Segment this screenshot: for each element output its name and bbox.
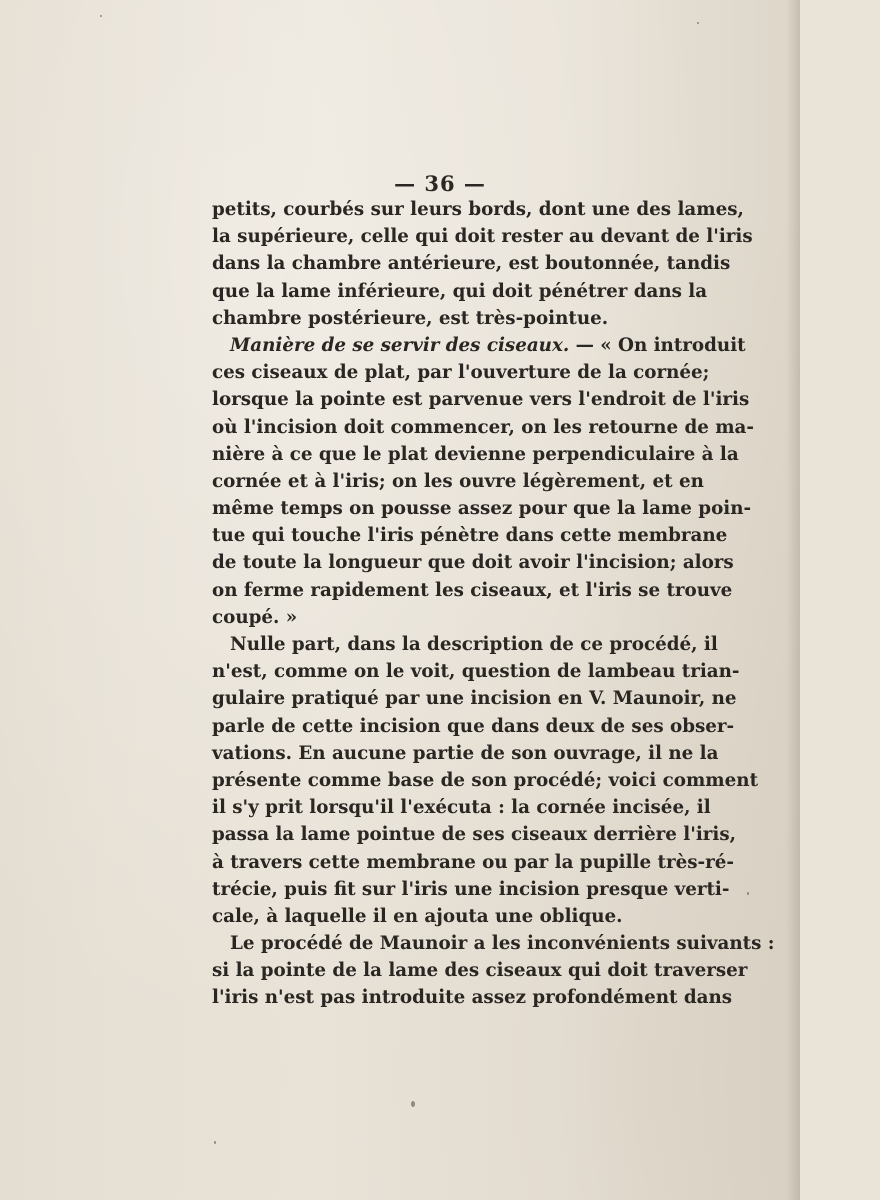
text-line [212,332,746,359]
line-text: n'est, comme on le voit, question de lambeau trian- [212,661,740,683]
text-line [212,414,754,441]
text-line [212,794,711,821]
line-text: la supérieure, celle qui doit rester au devant de l'iris [212,226,753,248]
text-line [212,386,750,413]
line-text: où l'incision doit commencer, on les retourne de ma- [212,416,754,438]
text-line [212,903,671,930]
line-text: de toute la longueur que doit avoir l'incision; alors [212,552,734,574]
line-text: dans la chambre antérieure, est boutonnée, tandis [212,253,731,275]
line-text: même temps on pousse assez pour que la lame poin- [212,498,752,520]
paper-speck [100,15,102,17]
line-text: à travers cette membrane ou par la pupille très-ré- [212,851,734,873]
line-text: lorsque la pointe est parvenue vers l'endroit de l'iris [212,389,750,411]
body-text [212,196,775,1012]
line-text: passa la lame pointue de ses ciseaux derrière l'iris, [212,824,737,846]
text-line [212,549,734,576]
text-line [212,821,737,848]
text-line [212,631,718,658]
text-line [212,196,744,223]
line-text: petits, courbés sur leurs bords, dont une des lames, [212,199,744,220]
line-text: gulaire pratiqué par une incision en V. Maunoir, ne [212,688,737,710]
page-number: — 36 — [394,171,486,196]
line-text: Nulle part, dans la description de ce procédé, il [230,634,718,655]
line-text: présente comme base de son procédé; voici comment [212,769,759,791]
line-text: chambre postérieure, est très-pointue. [212,307,609,329]
line-text: — « On introduit [569,334,746,356]
text-line [212,957,748,984]
paper-speck [747,892,749,895]
text-line [212,250,731,277]
text-line [212,441,739,468]
line-text: coupé. » [212,606,298,628]
italic-heading: Manière de se servir des ciseaux. [230,334,570,356]
text-line [212,495,752,522]
text-line [212,849,734,876]
text-line [212,468,704,495]
text-line [212,984,733,1011]
text-line [212,740,719,767]
text-line [212,767,759,794]
text-line [212,930,775,957]
paper-speck [214,1141,216,1144]
text-line [212,876,730,903]
line-text: tue qui touche l'iris pénètre dans cette membrane [212,525,728,547]
text-line [212,713,735,740]
text-line [212,278,708,305]
line-text: si la pointe de la lame des ciseaux qui doit traverser [212,960,748,982]
line-text: il s'y prit lorsqu'il l'exécuta : la cornée incisée, il [212,797,711,819]
line-text: nière à ce que le plat devienne perpendiculaire à la [212,443,739,465]
line-text: trécie, puis fit sur l'iris une incision presque verti- [212,878,730,900]
text-line [212,359,710,386]
text-line [212,658,740,685]
text-line [212,223,753,250]
text-line [212,305,671,332]
line-text: Le procédé de Maunoir a les inconvénients suivants : [230,933,775,955]
line-text: ces ciseaux de plat, par l'ouverture de la cornée; [212,362,710,384]
line-text: que la lame inférieure, qui doit pénétrer dans la [212,280,708,302]
line-text: on ferme rapidement les ciseaux, et l'iris se trouve [212,579,733,601]
line-text: cornée et à l'iris; on les ouvre légèrement, et en [212,470,704,492]
line-text: l'iris n'est pas introduite assez profondément dans [212,987,733,1009]
paper-speck [697,22,699,24]
line-text: parle de cette incision que dans deux de ses obser- [212,715,735,737]
text-line [212,685,737,712]
text-line [212,522,728,549]
line-text: cale, à laquelle il en ajouta une oblique. [212,905,623,927]
text-line [212,604,671,631]
line-text: vations. En aucune partie de son ouvrage, il ne la [212,742,719,764]
text-line [212,577,733,604]
paper-speck [411,1101,415,1107]
